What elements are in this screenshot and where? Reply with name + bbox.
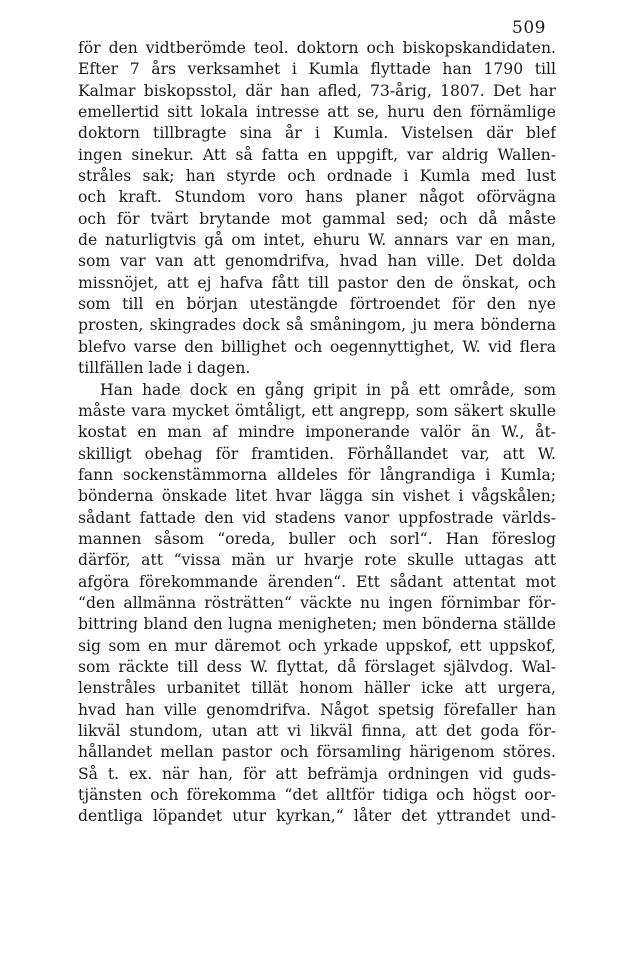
text-line: Efter 7 års verksamhet i Kumla flyttade han 1790 till	[78, 60, 556, 79]
text-line: bittring bland den lugna menigheten; men bönderna ställde	[78, 615, 556, 634]
text-line: kostat en man af mindre imponerande valör än W., åt-	[78, 423, 556, 442]
text-line: “den allmänna rösträtten“ väckte nu ingen förnimbar för-	[78, 593, 556, 612]
page-number: 509	[512, 18, 546, 38]
text-line: Kalmar biskopsstol, där han afled, 73-årig, 1807. Det har	[78, 81, 556, 100]
text-line: som till en början utestängde förtroendet för den nye	[78, 295, 556, 314]
text-line: sig som en mur däremot och yrkade uppskof, ett uppskof,	[78, 636, 556, 655]
text-line: doktorn tillbragte sina år i Kumla. Vistelsen där blef	[78, 124, 556, 143]
text-line: dentliga löpandet utur kyrkan,“ låter det yttrandet und-	[78, 807, 556, 826]
text-line: tillfällen lade i dagen.	[78, 359, 251, 378]
text-line: bönderna önskade litet hvar lägga sin vishet i vågskålen;	[78, 487, 556, 506]
text-line: som var van att genomdrifva, hvad han ville. Det dolda	[78, 252, 556, 271]
text-line: tjänsten och förekomma “det alltför tidiga och högst oor-	[78, 786, 556, 805]
text-line: lenstråles urbanitet tillät honom häller icke att urgera,	[78, 679, 556, 698]
text-line: för den vidtberömde teol. doktorn och biskopskandidaten.	[78, 39, 556, 57]
text-line: hållandet mellan pastor och församling härigenom störes.	[78, 743, 556, 762]
text-line: och kraft. Stundom voro hans planer något oförvägna	[78, 188, 556, 207]
text-line: och för tvärt brytande mot gammal sed; och då måste	[78, 209, 556, 228]
text-line: de naturligtvis gå om intet, ehuru W. annars var en man,	[78, 231, 556, 250]
text-line: ingen sinekur. Att så fatta en uppgift, var aldrig Wallen-	[78, 145, 556, 164]
text-line: måste vara mycket ömtåligt, ett angrepp, som säkert skulle	[78, 401, 556, 420]
text-line: hvad han ville genomdrifva. Något spetsig förefaller han	[78, 700, 556, 719]
text-line: sådant fattade den vid stadens vanor uppfostrade världs-	[78, 508, 556, 527]
text-line: stråles sak; han styrde och ordnade i Kumla med lust	[78, 167, 556, 186]
paragraph	[78, 38, 556, 380]
body-text	[78, 38, 556, 828]
text-line: fann sockenstämmorna alldeles för långrandiga i Kumla;	[78, 465, 556, 484]
text-line: Han hade dock en gång gripit in på ett område, som	[100, 380, 556, 399]
text-line: skilligt obehag för framtiden. Förhållandet var, att W.	[78, 444, 556, 463]
paragraph	[78, 380, 556, 828]
text-line: emellertid sitt lokala intresse att se, huru den förnämlige	[78, 103, 556, 122]
text-line: som räckte till dess W. flyttat, då förslaget självdog. Wal-	[78, 657, 556, 676]
text-line: mannen såsom “oreda, buller och sorl“. Han föreslog	[78, 529, 556, 548]
text-line: därför, att “vissa män ur hvarje rote skulle uttagas att	[78, 551, 556, 570]
text-line: afgöra förekommande ärenden“. Ett sådant attentat mot	[78, 572, 556, 591]
text-line: likväl stundom, utan att vi likväl finna, att det goda för-	[78, 722, 556, 740]
text-line: Så t. ex. när han, för att befrämja ordningen vid guds-	[78, 764, 556, 783]
text-line: blefvo varse den billighet och oegennyttighet, W. vid flera	[78, 337, 556, 356]
text-line: prosten, skingrades dock så småningom, ju mera bönderna	[78, 316, 556, 335]
text-line: missnöjet, att ej hafva fått till pastor den de önskat, och	[78, 273, 556, 292]
